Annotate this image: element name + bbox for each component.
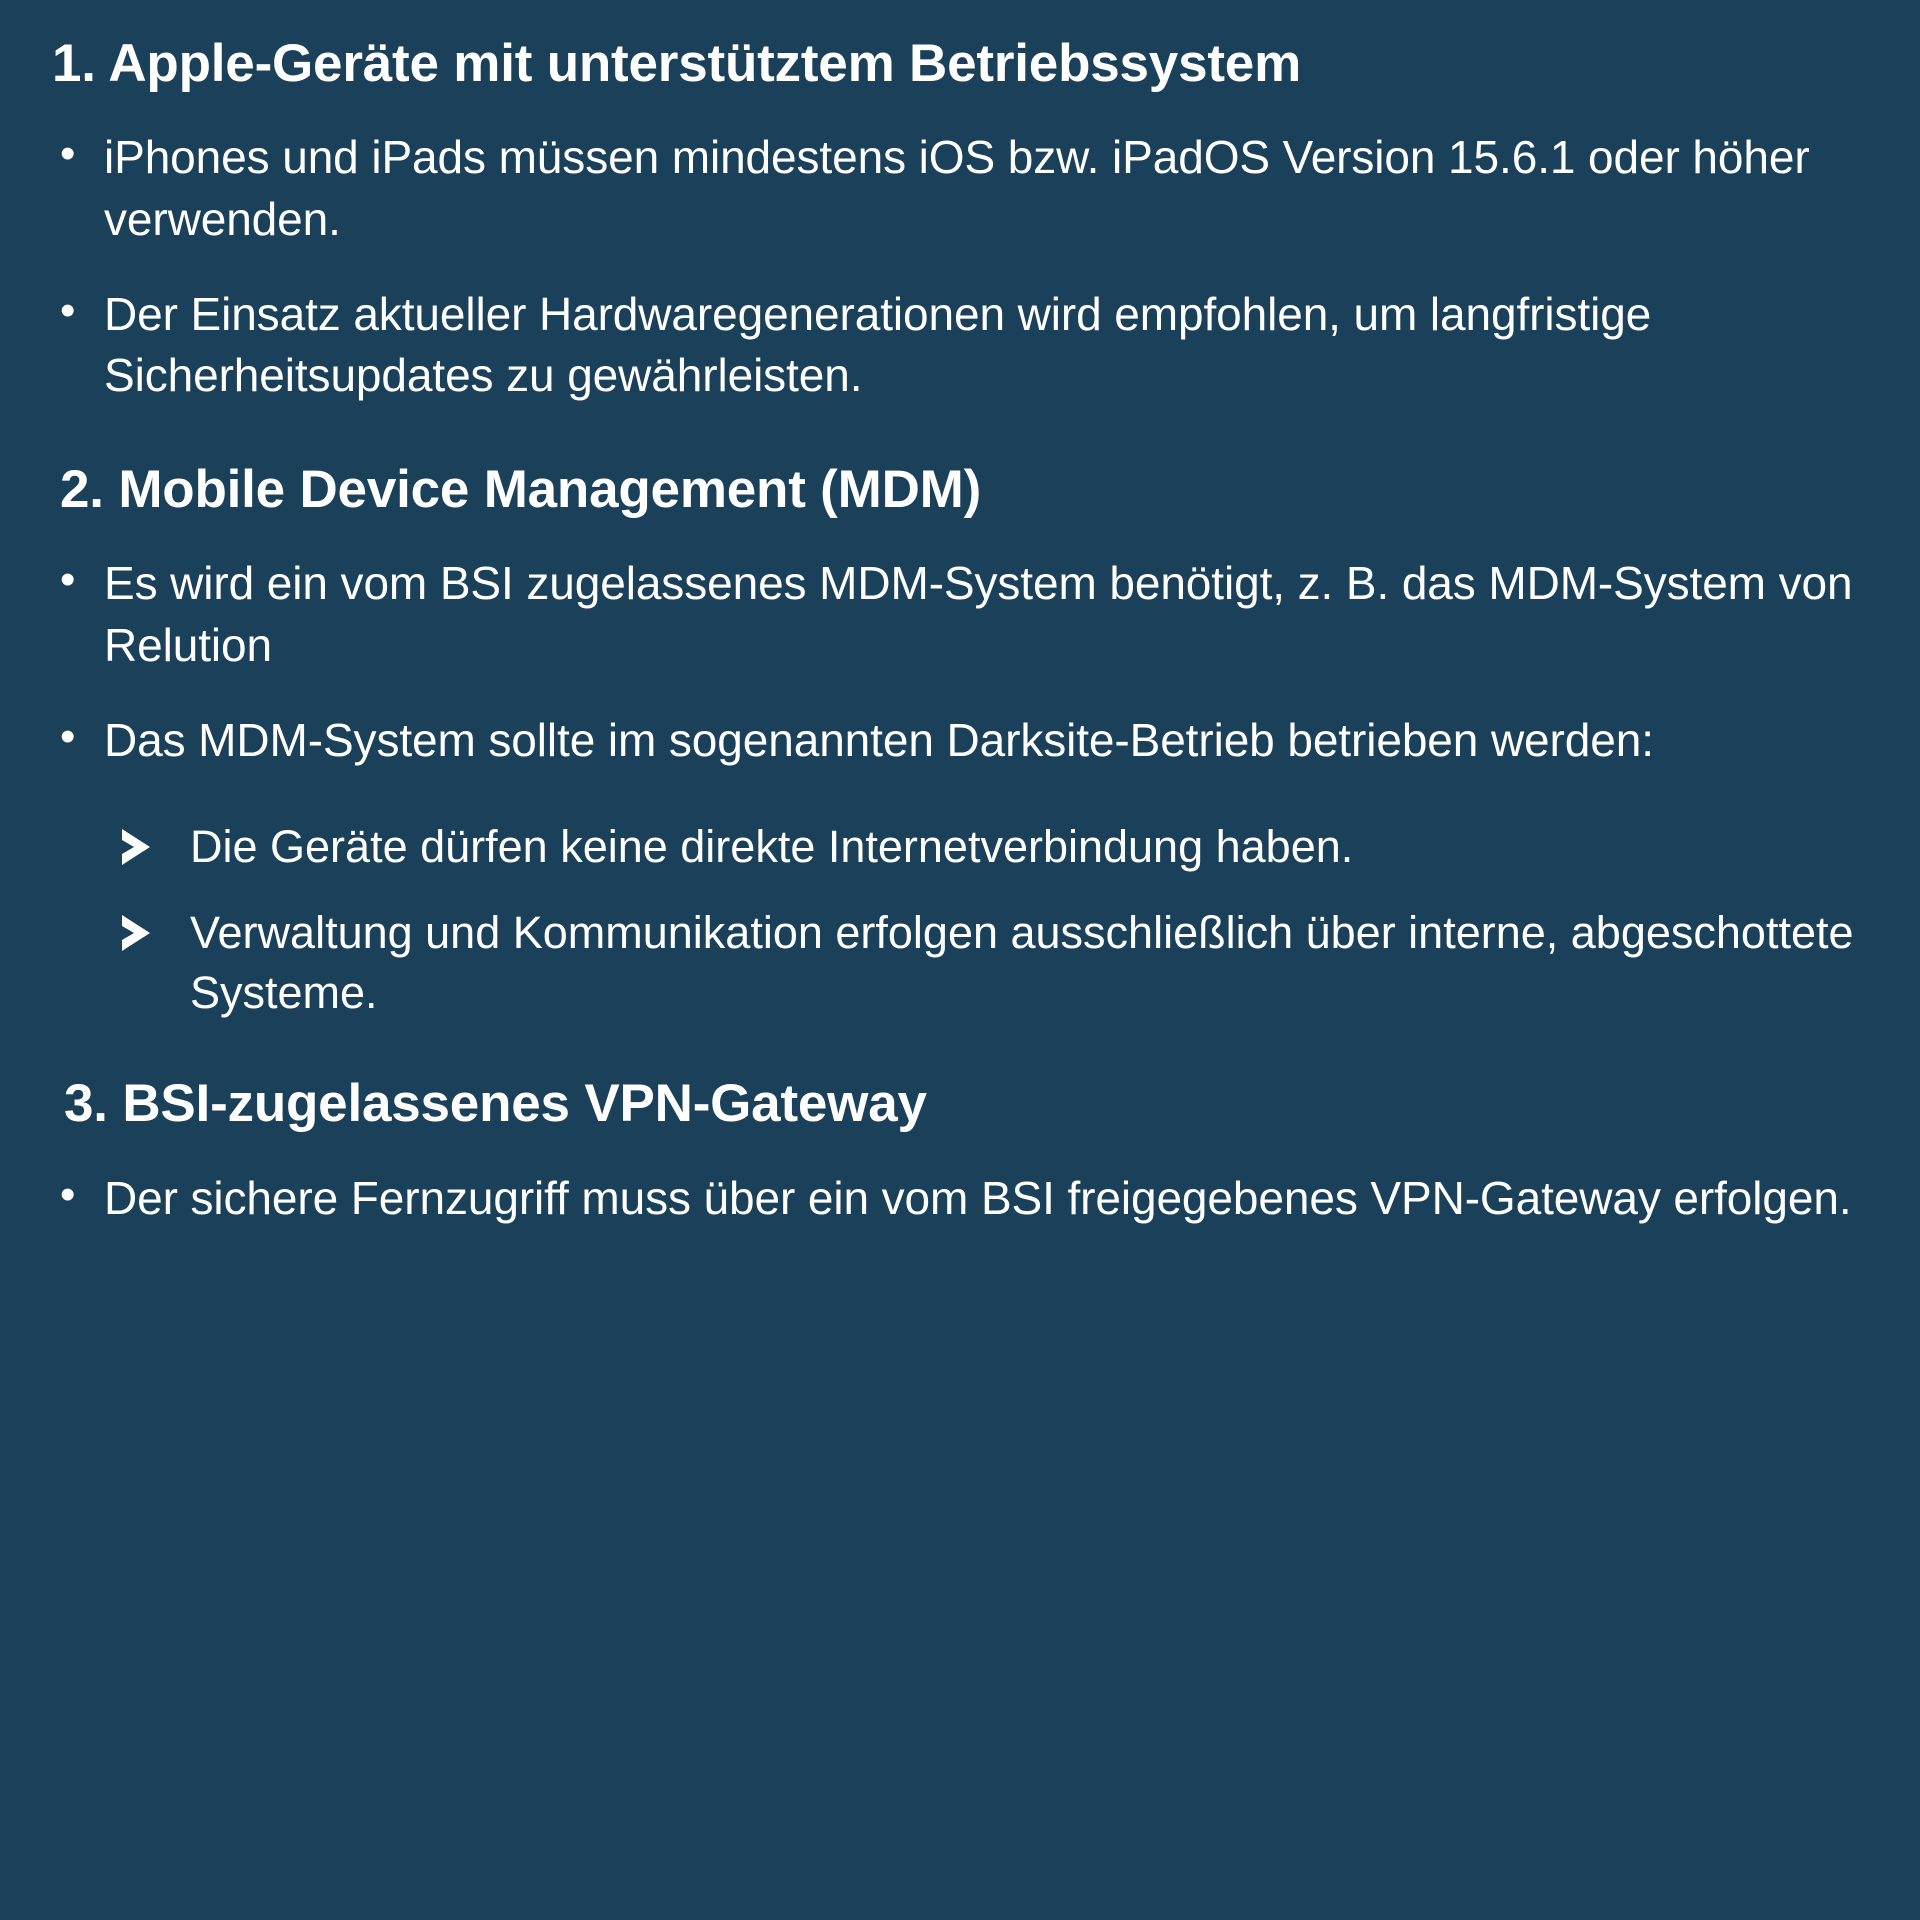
section-heading-2: 2. Mobile Device Management (MDM) (60, 460, 982, 520)
chevron-right-icon (116, 825, 164, 869)
sub-list-item (104, 903, 1880, 1023)
list-item: • Der sichere Fernzugriff muss über ein vom BSI freigegebenes VPN-Gateway erfolgen. (52, 1168, 1880, 1229)
bullet-list-1 (52, 127, 1880, 406)
bullet-list-2 (52, 553, 1880, 771)
spacer (52, 406, 1880, 460)
sub-list-item-label: Verwaltung und Kommunikation erfolgen ausschließlich über interne, abgeschottete Systeme. (190, 906, 1854, 1018)
section-heading-3: 3. BSI-zugelassenes VPN-Gateway (64, 1074, 927, 1134)
list-item: • Es wird ein vom BSI zugelassenes MDM-System benötigt, z. B. das MDM-System von Relution (52, 553, 1880, 675)
list-item: • Der Einsatz aktueller Hardwaregenerationen wird empfohlen, um langfristige Sicherheitsupdates zu gewährleisten. (52, 284, 1880, 406)
sub-list-item-label: Die Geräte dürfen keine direkte Internetverbindung haben. (190, 820, 1354, 872)
bullet-list-3 (52, 1168, 1880, 1229)
list-item: • iPhones und iPads müssen mindestens iOS bzw. iPadOS Version 15.6.1 oder höher verwenden. (52, 127, 1880, 249)
spacer (52, 1022, 1880, 1074)
list-item: • Das MDM-System sollte im sogenannten Darksite-Betrieb betrieben werden: (52, 710, 1880, 771)
chevron-right-icon (116, 911, 164, 955)
sub-bullet-list (52, 817, 1880, 1023)
sub-list-item (104, 817, 1880, 877)
section-heading-1: 1. Apple-Geräte mit unterstütztem Betriebssystem (52, 34, 1301, 93)
